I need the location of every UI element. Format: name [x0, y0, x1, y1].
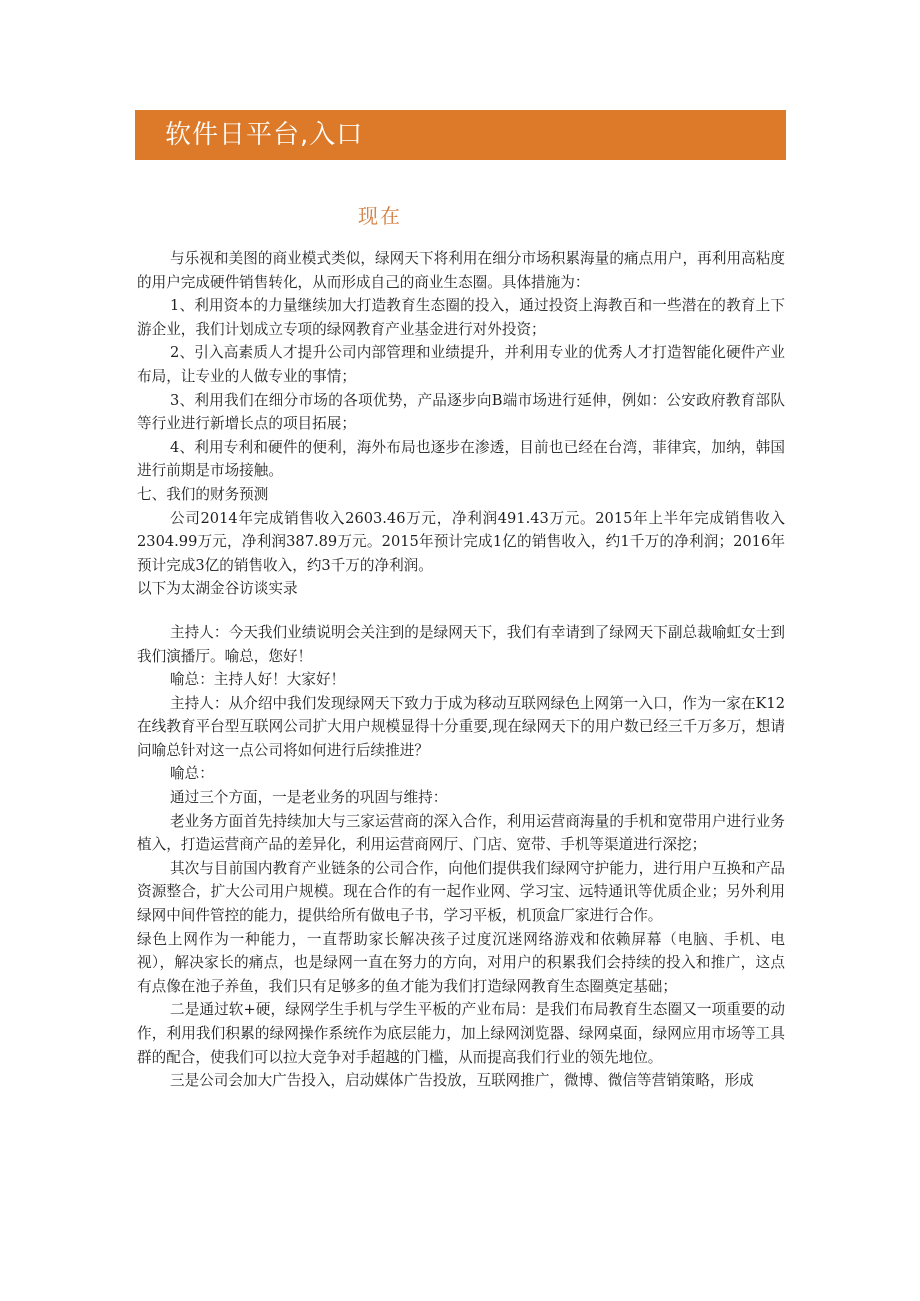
- transcript-line: 喻总：: [170, 765, 214, 783]
- page-title: 软件日平台,入口: [165, 120, 364, 150]
- transcript-line: 三是公司会加大广告投入，启动媒体广告投放，互联网推广，微博、微信等营销策略，形成: [170, 1072, 754, 1090]
- section-heading: 现在: [358, 204, 402, 228]
- finance-heading: 七、我们的财务预测: [137, 485, 269, 503]
- interview-heading: 以下为太湖金谷访谈实录: [137, 580, 298, 598]
- document-body: [137, 247, 785, 1093]
- transcript-line: 绿色上网作为一种能力，一直帮助家长解决孩子过度沉迷网络游戏和依赖屏幕（电脑、手机、电视），解决家长的痛点，也是绿网一直在努力的方向，对用户的积累我们会持续的投入和推广，这点有点像在池子养鱼，我们只有足够多的鱼才能为我们打造绿网教育生态圈奠定基础；: [137, 930, 785, 995]
- transcript-line: 老业务方面首先持续加大与三家运营商的深入合作，利用运营商海量的手机和宽带用户进行业务植入，打造运营商产品的差异化，利用运营商网厅、门店、宽带、手机等渠道进行深挖；: [137, 812, 785, 854]
- transcript-line: 喻总：主持人好！大家好！: [170, 671, 346, 689]
- measure-item: 4、利用专利和硬件的便利，海外布局也逐步在渗透，目前也已经在台湾，菲律宾，加纳，韩国进行前期是市场接触。: [137, 438, 785, 480]
- measure-item: 3、利用我们在细分市场的各项优势，产品逐步向B端市场进行延伸，例如：公安政府教育部队等行业进行新增长点的项目拓展；: [137, 391, 785, 433]
- intro-paragraph: 与乐视和美图的商业模式类似，绿网天下将利用在细分市场积累海量的痛点用户，再利用高粘度的用户完成硬件销售转化，从而形成自己的商业生态圈。具体措施为：: [137, 250, 785, 291]
- transcript-line: 主持人：从介绍中我们发现绿网天下致力于成为移动互联网绿色上网第一入口，作为一家在K12在线教育平台型互联网公司扩大用户规模显得十分重要,现在绿网天下的用户数已经三千万多万，想请问喻总针对这一点公司将如何进行后续推进？: [137, 694, 785, 759]
- transcript-line: 二是通过软+硬，绿网学生手机与学生平板的产业布局：是我们布局教育生态圈又一项重要的动作，利用我们积累的绿网操作系统作为底层能力，加上绿网浏览器、绿网桌面，绿网应用市场等工具群的配合，使我们可以拉大竞争对手超越的门槛，从而提高我们行业的领先地位。: [137, 1001, 785, 1066]
- transcript-line: 其次与目前国内教育产业链条的公司合作，向他们提供我们绿网守护能力，进行用户互换和产品资源整合，扩大公司用户规模。现在合作的有一起作业网、学习宝、远特通讯等优质企业；另外利用绿网中间件管控的能力，提供给所有做电子书，学习平板，机顶盒厂家进行合作。: [137, 859, 785, 925]
- measure-item: 1、利用资本的力量继续加大打造教育生态圈的投入，通过投资上海教百和一些潜在的教育上下游企业，我们计划成立专项的绿网教育产业基金进行对外投资；: [137, 297, 785, 338]
- finance-paragraph: 公司2014年完成销售收入2603.46万元，净利润491.43万元。2015年上半年完成销售收入2304.99万元，净利润387.89万元。2015年预计完成1亿的销售收入，约1千万的净利润；2016年预计完成3亿的销售收入，约3千万的净利润。: [137, 509, 785, 574]
- transcript-line: 主持人：今天我们业绩说明会关注到的是绿网天下，我们有幸请到了绿网天下副总裁喻虹女士到我们演播厅。喻总，您好！: [137, 623, 785, 665]
- measure-item: 2、引入高素质人才提升公司内部管理和业绩提升，并利用专业的优秀人才打造智能化硬件产业布局，让专业的人做专业的事情；: [137, 344, 785, 385]
- transcript-line: 通过三个方面，一是老业务的巩固与维持：: [170, 789, 448, 807]
- title-banner: [135, 110, 786, 160]
- interview-transcript: [137, 621, 785, 1093]
